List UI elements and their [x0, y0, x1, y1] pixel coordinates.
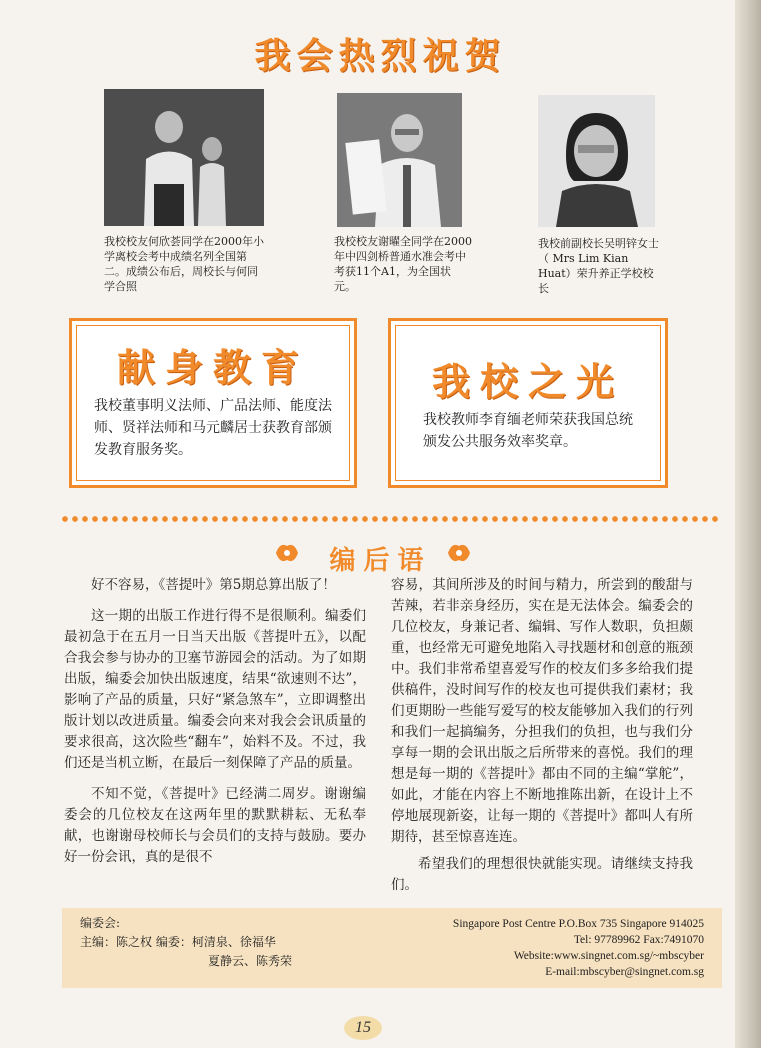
editorial-right-column [391, 575, 693, 896]
editorial-left-column [64, 575, 366, 868]
website-link[interactable]: Website:www.singnet.com.sg/~mbscyber [513, 950, 704, 962]
editorial-paragraph: 这一期的出版工作进行得不是很顺利。编委们最初急于在五月一日当天出版《菩提叶五》，以配合我会参与协办的卫塞节游园会的活动。为了如期出版，编委会加快出版速度，结果“欲速则不达”，影响了产品的质量，只好“紧急煞车”，立即调整出版计划以改进质量。编委会向来对我会会讯质量的要求很高，这次险些“翻车”，始料不及。不过，我们还是当机立断，在最后一刻保障了产品的质量。 [64, 608, 366, 771]
box-1-title: 献身教育 [116, 346, 309, 390]
photo-former-vice-principal [538, 95, 655, 227]
photo-principal-and-student [104, 89, 264, 226]
editorial-title: 编后语 [329, 546, 432, 576]
committee-info [80, 914, 292, 971]
photo-1-caption: 我校校友何欣荟同学在2000年小学离校会考中成绩名列全国第二。成绩公布后，周校长与何同学合照 [104, 235, 264, 293]
photo-student-certificate [337, 93, 462, 227]
editorial-paragraph: 希望我们的理想很快就能实现。请继续支持我们。 [391, 856, 693, 893]
editorial-paragraph: 不知不觉，《菩提叶》已经满二周岁。谢谢编委会的几位校友在这两年里的默默耕耘、无私奉献，也谢谢母校师长与会员们的支持与鼓励。要办好一份会讯，真的是很不 [64, 786, 366, 865]
editorial-committee-footer [62, 908, 722, 988]
page-title: 我会热烈祝贺 [254, 36, 507, 77]
photo-3-image [538, 95, 655, 227]
editor-line-2: 夏静云、陈秀荣 [208, 954, 293, 968]
postal-address: Singapore Post Centre P.O.Box 735 Singapore 914025 [452, 918, 704, 930]
committee-label: 编委会: [80, 916, 121, 930]
flower-ornament-icon-right [444, 538, 474, 568]
box-2-title: 我校之光 [431, 360, 624, 404]
dotted-divider [60, 516, 720, 522]
photo-3-caption: 我校前副校长吴明锌女士（ Mrs Lim Kian Huat）荣升养正学校校长 [538, 237, 659, 295]
contact-info [453, 916, 704, 980]
page-number: 15 [344, 1016, 382, 1040]
tel-fax: Tel: 97789962 Fax:7491070 [573, 934, 704, 946]
editorial-paragraph: 好不容易，《菩提叶》第5期总算出版了！ [91, 577, 336, 593]
photo-2-caption: 我校校友谢曜全同学在2000年中四剑桥普通水准会考中考获11个A1，为全国状元。 [334, 235, 472, 293]
page-edge-shadow [735, 0, 761, 1048]
photo-2-image [337, 93, 462, 227]
box-1-text: 我校董事明义法师、广品法师、能度法师、贤祥法师和马元麟居士获教育部颁发教育服务奖。 [94, 398, 332, 458]
email-link[interactable]: E-mail:mbscyber@singnet.com.sg [545, 966, 704, 978]
photo-1-image [104, 89, 264, 226]
editorial-paragraph: 容易，其间所涉及的时间与精力，所尝到的酸甜与苦辣，若非亲身经历，实在是无法体会。编委会的几位校友，身兼记者、编辑、写作人数职，负担颇重，也经常无可避免地陷入寻找题材和创意的瓶颈中。我们非常希望喜爱写作的校友们多多给我们提供稿件，没时间写作的校友也可提供我们素材；我们更期盼一些能写爱写的校友能够加入我们的行列和我们一起搞编务，分担我们的负担，也与我们分享每一期的会讯出版之后所带来的喜悦。我们的理想是每一期的《菩提叶》都由不同的主编“掌舵”，如此，才能在内容上不断地推陈出新，在设计上不停地展现新姿，让每一期的《菩提叶》都叫人有所期待，甚至惊喜连连。 [391, 577, 693, 845]
editor-line: 主编：陈之权 编委：柯清泉、徐福华 [80, 935, 276, 949]
box-pride-of-school [388, 318, 668, 488]
box-2-text: 我校教师李育缅老师荣获我国总统颁发公共服务效率奖章。 [423, 412, 633, 450]
box-dedication-to-education [69, 318, 357, 488]
